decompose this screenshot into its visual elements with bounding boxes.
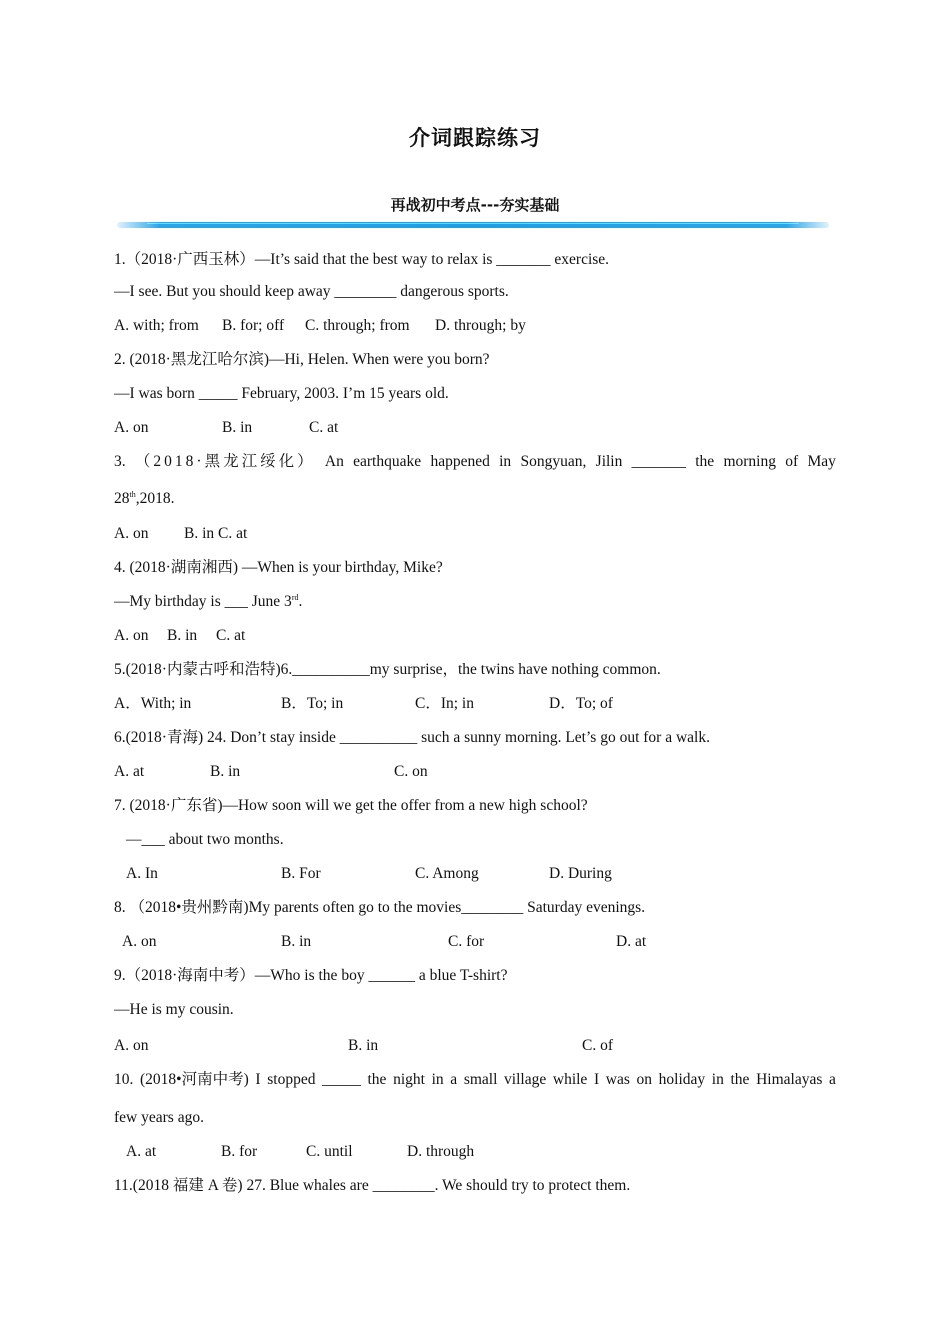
q3-stem [114, 452, 836, 472]
q10-line2: few years ago. [114, 1109, 204, 1126]
q10-word: while [552, 1071, 588, 1088]
q10-word: (2018•河南中考) [140, 1071, 249, 1088]
q10-word: was [605, 1071, 630, 1088]
q4-stem: 4. (2018·湖南湘西) —When is your birthday, Mike? [114, 559, 443, 576]
q7-option-c: C. Among [415, 865, 479, 882]
q8-stem: 8. （2018•贵州黔南)My parents often go to the movies________ Saturday evenings. [114, 899, 646, 916]
q11-stem: 11.(2018 福建 A 卷) 27. Blue whales are ________. We should try to protect them. [114, 1177, 631, 1194]
q3-option-a: A. on [114, 525, 149, 542]
q3-word: May [807, 453, 836, 470]
q6-option-a: A. at [114, 763, 145, 780]
q1-option-c: C. through; from [305, 317, 410, 334]
q10-word: _____ [322, 1071, 361, 1088]
q1-stem: 1.（2018·广西玉林）—It’s said that the best way to relax is _______ exercise. [114, 251, 610, 268]
section-divider [117, 222, 829, 228]
q3-word: Songyuan, [520, 453, 587, 470]
q8-option-d: D. at [616, 933, 647, 950]
q10-word: in [431, 1071, 444, 1088]
q5-option-a: A．With; in [114, 695, 192, 712]
q4-date-suffix: rd [291, 593, 299, 602]
q7-stem: 7. (2018·广东省)—How soon will we get the offer from a new high school? [114, 797, 588, 814]
q9-option-c: C. of [582, 1037, 613, 1054]
q5-option-c: C．In; in [415, 695, 474, 712]
q5-stem: 5.(2018·内蒙古呼和浩特)6.__________my surprise，the twins have nothing common. [114, 661, 661, 678]
q10-word: I [593, 1071, 600, 1088]
q4-option-a: A. on [114, 627, 149, 644]
q3-date-year: ,2018. [135, 490, 175, 507]
q1-line2: —I see. But you should keep away ________ dangerous sports. [114, 283, 509, 300]
q10-word: stopped [267, 1071, 316, 1088]
q10-option-c: C. until [306, 1143, 353, 1160]
q10-word: the [367, 1071, 387, 1088]
q1-option-a: A. with; from [114, 317, 199, 334]
q2-line2: —I was born _____ February, 2003. I’m 15 years old. [114, 385, 449, 402]
q8-option-c: C. for [448, 933, 485, 950]
q10-word: a [450, 1071, 458, 1088]
q1-option-d: D. through; by [435, 317, 526, 334]
q10-option-b: B. for [221, 1143, 258, 1160]
q10-word: 10. [114, 1071, 134, 1088]
q2-option-c: C. at [309, 419, 339, 436]
q3-word: earthquake [353, 453, 422, 470]
q3-date-suffix: th [129, 490, 136, 499]
q10-word: in [711, 1071, 724, 1088]
q2-stem: 2. (2018·黑龙江哈尔滨)—Hi, Helen. When were you born? [114, 351, 490, 368]
q8-option-b: B. in [281, 933, 312, 950]
q6-option-c: C. on [394, 763, 428, 780]
q4-line2 [114, 592, 302, 612]
q3-word: morning [723, 453, 776, 470]
q3-word: An [324, 453, 344, 470]
q10-word: village [504, 1071, 547, 1088]
q2-option-a: A. on [114, 419, 149, 436]
q3-word: the [695, 453, 715, 470]
q3-line2 [114, 489, 174, 509]
q10-option-a: A. at [126, 1143, 157, 1160]
q3-option-bc: B. in C. at [184, 525, 248, 542]
q3-word: happened [430, 453, 490, 470]
q7-option-d: D. During [549, 865, 612, 882]
q2-option-b: B. in [222, 419, 253, 436]
page-title: 介词跟踪练习 [409, 126, 541, 150]
q5-option-d: D．To; of [549, 695, 613, 712]
q3-word: of [785, 453, 799, 470]
q10-stem [114, 1070, 836, 1090]
q10-option-d: D. through [407, 1143, 475, 1160]
q3-word: in [499, 453, 512, 470]
q10-word: night [393, 1071, 425, 1088]
q4-line2-end: . [298, 593, 303, 610]
q3-word: _______ [631, 453, 686, 470]
q3-word: （2018·黑龙江绥化） [134, 453, 316, 470]
q9-line2: —He is my cousin. [114, 1001, 234, 1018]
q4-option-b: B. in [167, 627, 198, 644]
q6-option-b: B. in [210, 763, 241, 780]
q10-word: on [636, 1071, 653, 1088]
q10-word: I [255, 1071, 261, 1088]
q10-word: the [730, 1071, 750, 1088]
q7-option-a: A. In [126, 865, 158, 882]
q1-option-b: B. for; off [222, 317, 285, 334]
q10-word: a [829, 1071, 836, 1088]
q6-stem: 6.(2018·青海) 24. Don’t stay inside __________ such a sunny morning. Let’s go out for a walk. [114, 729, 710, 746]
q10-word: holiday [658, 1071, 706, 1088]
q7-option-b: B. For [281, 865, 321, 882]
q3-word: Jilin [595, 453, 623, 470]
q8-option-a: A. on [122, 933, 157, 950]
q10-word: Himalayas [756, 1071, 823, 1088]
q5-option-b: B．To; in [281, 695, 344, 712]
q7-line2: —___ about two months. [126, 831, 284, 848]
q9-stem: 9.（2018·海南中考）—Who is the boy ______ a blue T-shirt? [114, 967, 508, 984]
q4-line2-text: —My birthday is ___ June 3 [114, 593, 292, 610]
q9-option-b: B. in [348, 1037, 379, 1054]
q3-word: 3. [114, 453, 126, 470]
q9-option-a: A. on [114, 1037, 149, 1054]
q10-word: small [463, 1071, 498, 1088]
section-subtitle: 再战初中考点---夯实基础 [390, 196, 560, 214]
q3-date-day: 28 [114, 490, 130, 507]
q4-option-c: C. at [216, 627, 246, 644]
